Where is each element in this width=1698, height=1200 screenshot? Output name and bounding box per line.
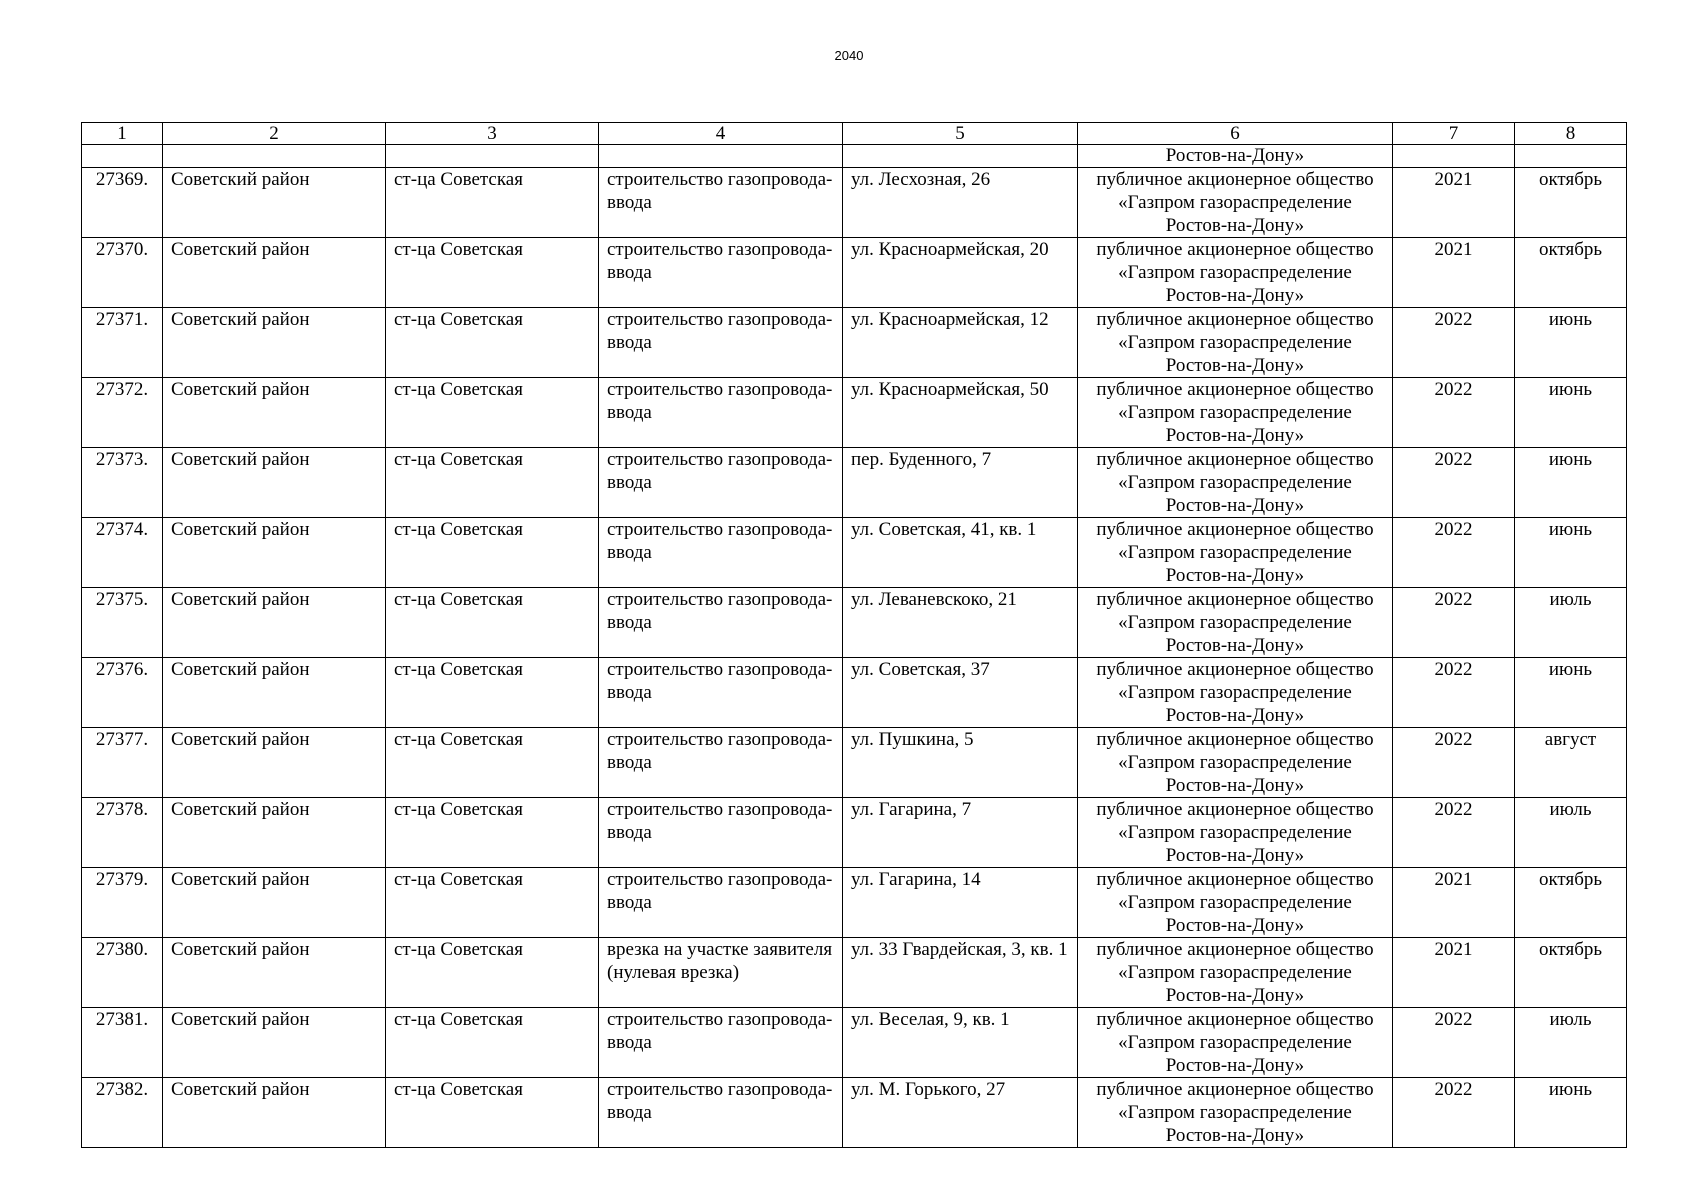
district-cell: Советский район xyxy=(163,238,386,308)
row-number-cell: 27381. xyxy=(82,1008,163,1078)
address-cell: ул. Советская, 37 xyxy=(843,658,1078,728)
address-cell: ул. Леваневскоко, 21 xyxy=(843,588,1078,658)
district-cell: Советский район xyxy=(163,588,386,658)
organization-cell: публичное акционерное общество «Газпром газораспределение Ростов-на-Дону» xyxy=(1078,728,1393,798)
year-cell: 2022 xyxy=(1393,518,1515,588)
column-header: 8 xyxy=(1515,123,1627,145)
table-row xyxy=(82,1078,1627,1148)
table-cell xyxy=(1393,145,1515,168)
settlement-cell: ст-ца Советская xyxy=(386,1008,599,1078)
continuation-row xyxy=(82,145,1627,168)
district-cell: Советский район xyxy=(163,308,386,378)
table-cell xyxy=(599,145,843,168)
work-type-cell: строительство газопровода-ввода xyxy=(599,168,843,238)
month-cell: октябрь xyxy=(1515,868,1627,938)
table-row xyxy=(82,798,1627,868)
year-cell: 2022 xyxy=(1393,1008,1515,1078)
settlement-cell: ст-ца Советская xyxy=(386,728,599,798)
month-cell: июнь xyxy=(1515,658,1627,728)
table-row xyxy=(82,938,1627,1008)
settlement-cell: ст-ца Советская xyxy=(386,658,599,728)
table-row xyxy=(82,168,1627,238)
column-header: 6 xyxy=(1078,123,1393,145)
month-cell: октябрь xyxy=(1515,938,1627,1008)
row-number-cell: 27371. xyxy=(82,308,163,378)
district-cell: Советский район xyxy=(163,378,386,448)
column-header: 2 xyxy=(163,123,386,145)
year-cell: 2022 xyxy=(1393,308,1515,378)
district-cell: Советский район xyxy=(163,798,386,868)
address-cell: пер. Буденного, 7 xyxy=(843,448,1078,518)
address-cell: ул. Красноармейская, 20 xyxy=(843,238,1078,308)
district-cell: Советский район xyxy=(163,868,386,938)
month-cell: июнь xyxy=(1515,1078,1627,1148)
year-cell: 2022 xyxy=(1393,378,1515,448)
organization-cell: публичное акционерное общество «Газпром газораспределение Ростов-на-Дону» xyxy=(1078,868,1393,938)
work-type-cell: строительство газопровода-ввода xyxy=(599,1078,843,1148)
settlement-cell: ст-ца Советская xyxy=(386,868,599,938)
table-body xyxy=(82,123,1627,1148)
settlement-cell: ст-ца Советская xyxy=(386,798,599,868)
row-number-cell: 27379. xyxy=(82,868,163,938)
settlement-cell: ст-ца Советская xyxy=(386,588,599,658)
district-cell: Советский район xyxy=(163,1008,386,1078)
district-cell: Советский район xyxy=(163,658,386,728)
data-table xyxy=(81,122,1627,1148)
work-type-cell: врезка на участке заявителя (нулевая врезка) xyxy=(599,938,843,1008)
row-number-cell: 27372. xyxy=(82,378,163,448)
table-cell xyxy=(1515,145,1627,168)
month-cell: октябрь xyxy=(1515,238,1627,308)
organization-cell: публичное акционерное общество «Газпром газораспределение Ростов-на-Дону» xyxy=(1078,238,1393,308)
year-cell: 2022 xyxy=(1393,448,1515,518)
column-header: 5 xyxy=(843,123,1078,145)
work-type-cell: строительство газопровода-ввода xyxy=(599,798,843,868)
work-type-cell: строительство газопровода-ввода xyxy=(599,868,843,938)
table-row xyxy=(82,378,1627,448)
district-cell: Советский район xyxy=(163,728,386,798)
year-cell: 2021 xyxy=(1393,168,1515,238)
work-type-cell: строительство газопровода-ввода xyxy=(599,588,843,658)
organization-cell: публичное акционерное общество «Газпром газораспределение Ростов-на-Дону» xyxy=(1078,168,1393,238)
district-cell: Советский район xyxy=(163,518,386,588)
year-cell: 2022 xyxy=(1393,1078,1515,1148)
address-cell: ул. Советская, 41, кв. 1 xyxy=(843,518,1078,588)
page-number: 2040 xyxy=(834,48,864,63)
table-row xyxy=(82,728,1627,798)
table-cell xyxy=(163,145,386,168)
organization-cell: публичное акционерное общество «Газпром газораспределение Ростов-на-Дону» xyxy=(1078,448,1393,518)
month-cell: июль xyxy=(1515,1008,1627,1078)
table-cell xyxy=(843,145,1078,168)
address-cell: ул. Красноармейская, 50 xyxy=(843,378,1078,448)
address-cell: ул. Гагарина, 7 xyxy=(843,798,1078,868)
row-number-cell: 27378. xyxy=(82,798,163,868)
settlement-cell: ст-ца Советская xyxy=(386,378,599,448)
work-type-cell: строительство газопровода-ввода xyxy=(599,238,843,308)
work-type-cell: строительство газопровода-ввода xyxy=(599,1008,843,1078)
address-cell: ул. Гагарина, 14 xyxy=(843,868,1078,938)
address-cell: ул. М. Горького, 27 xyxy=(843,1078,1078,1148)
year-cell: 2022 xyxy=(1393,798,1515,868)
row-number-cell: 27380. xyxy=(82,938,163,1008)
year-cell: 2022 xyxy=(1393,588,1515,658)
district-cell: Советский район xyxy=(163,448,386,518)
table-row xyxy=(82,588,1627,658)
work-type-cell: строительство газопровода-ввода xyxy=(599,518,843,588)
work-type-cell: строительство газопровода-ввода xyxy=(599,448,843,518)
month-cell: июнь xyxy=(1515,308,1627,378)
settlement-cell: ст-ца Советская xyxy=(386,448,599,518)
column-header: 4 xyxy=(599,123,843,145)
work-type-cell: строительство газопровода-ввода xyxy=(599,378,843,448)
organization-cell: публичное акционерное общество «Газпром газораспределение Ростов-на-Дону» xyxy=(1078,1008,1393,1078)
month-cell: июль xyxy=(1515,588,1627,658)
organization-cell: публичное акционерное общество «Газпром газораспределение Ростов-на-Дону» xyxy=(1078,658,1393,728)
month-cell: июль xyxy=(1515,798,1627,868)
address-cell: ул. Пушкина, 5 xyxy=(843,728,1078,798)
year-cell: 2022 xyxy=(1393,728,1515,798)
year-cell: 2022 xyxy=(1393,658,1515,728)
table-row xyxy=(82,518,1627,588)
settlement-cell: ст-ца Советская xyxy=(386,308,599,378)
table-cell: Ростов-на-Дону» xyxy=(1078,145,1393,168)
organization-cell: публичное акционерное общество «Газпром газораспределение Ростов-на-Дону» xyxy=(1078,378,1393,448)
organization-cell: публичное акционерное общество «Газпром газораспределение Ростов-на-Дону» xyxy=(1078,588,1393,658)
month-cell: июнь xyxy=(1515,378,1627,448)
address-cell: ул. Веселая, 9, кв. 1 xyxy=(843,1008,1078,1078)
table-cell xyxy=(82,145,163,168)
organization-cell: публичное акционерное общество «Газпром газораспределение Ростов-на-Дону» xyxy=(1078,518,1393,588)
column-header: 1 xyxy=(82,123,163,145)
district-cell: Советский район xyxy=(163,168,386,238)
year-cell: 2021 xyxy=(1393,868,1515,938)
organization-cell: публичное акционерное общество «Газпром газораспределение Ростов-на-Дону» xyxy=(1078,308,1393,378)
table-row xyxy=(82,658,1627,728)
address-cell: ул. Красноармейская, 12 xyxy=(843,308,1078,378)
row-number-cell: 27373. xyxy=(82,448,163,518)
address-cell: ул. 33 Гвардейская, 3, кв. 1 xyxy=(843,938,1078,1008)
row-number-cell: 27376. xyxy=(82,658,163,728)
row-number-cell: 27374. xyxy=(82,518,163,588)
row-number-cell: 27377. xyxy=(82,728,163,798)
month-cell: июнь xyxy=(1515,448,1627,518)
district-cell: Советский район xyxy=(163,938,386,1008)
row-number-cell: 27382. xyxy=(82,1078,163,1148)
year-cell: 2021 xyxy=(1393,238,1515,308)
table-row xyxy=(82,238,1627,308)
district-cell: Советский район xyxy=(163,1078,386,1148)
table-row xyxy=(82,308,1627,378)
row-number-cell: 27375. xyxy=(82,588,163,658)
settlement-cell: ст-ца Советская xyxy=(386,1078,599,1148)
address-cell: ул. Лесхозная, 26 xyxy=(843,168,1078,238)
organization-cell: публичное акционерное общество «Газпром газораспределение Ростов-на-Дону» xyxy=(1078,1078,1393,1148)
row-number-cell: 27370. xyxy=(82,238,163,308)
row-number-cell: 27369. xyxy=(82,168,163,238)
organization-cell: публичное акционерное общество «Газпром газораспределение Ростов-на-Дону» xyxy=(1078,938,1393,1008)
month-cell: октябрь xyxy=(1515,168,1627,238)
organization-cell: публичное акционерное общество «Газпром газораспределение Ростов-на-Дону» xyxy=(1078,798,1393,868)
month-cell: июнь xyxy=(1515,518,1627,588)
work-type-cell: строительство газопровода-ввода xyxy=(599,658,843,728)
table-cell xyxy=(386,145,599,168)
settlement-cell: ст-ца Советская xyxy=(386,518,599,588)
work-type-cell: строительство газопровода-ввода xyxy=(599,308,843,378)
table-row xyxy=(82,868,1627,938)
settlement-cell: ст-ца Советская xyxy=(386,238,599,308)
table-row xyxy=(82,448,1627,518)
header-row xyxy=(82,123,1627,145)
year-cell: 2021 xyxy=(1393,938,1515,1008)
table-row xyxy=(82,1008,1627,1078)
settlement-cell: ст-ца Советская xyxy=(386,938,599,1008)
settlement-cell: ст-ца Советская xyxy=(386,168,599,238)
work-type-cell: строительство газопровода-ввода xyxy=(599,728,843,798)
month-cell: август xyxy=(1515,728,1627,798)
column-header: 3 xyxy=(386,123,599,145)
column-header: 7 xyxy=(1393,123,1515,145)
